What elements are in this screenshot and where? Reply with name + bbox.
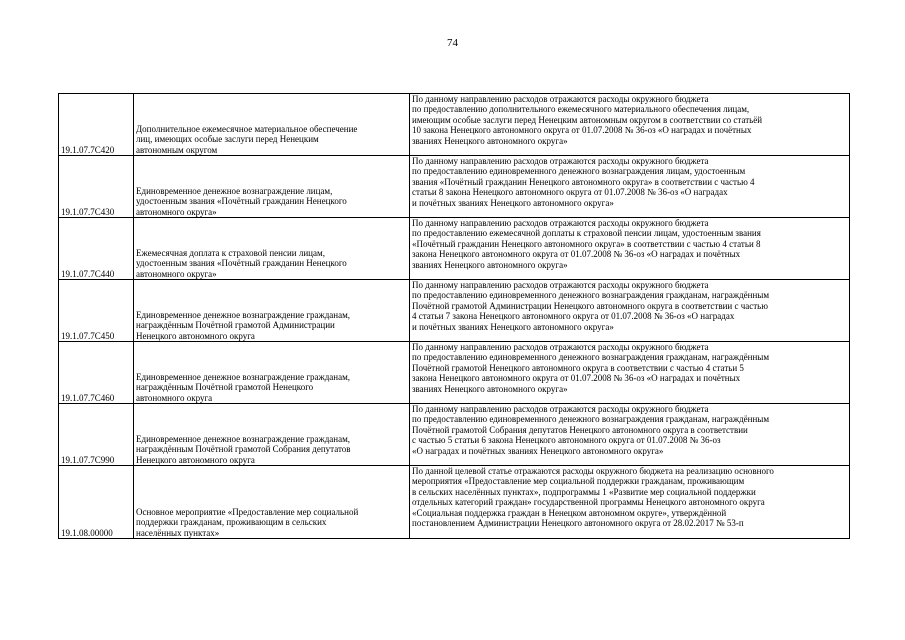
expense-description — [410, 94, 850, 156]
name-line: Ненецкого автономного округа — [136, 330, 255, 341]
description-line: отдельных категорий граждан» государственной программы Ненецкого автономного округа — [412, 497, 765, 508]
name-line: населённых пунктах» — [136, 527, 220, 538]
name-line: Ежемесячная доплата к страховой пенсии лицам, — [136, 247, 325, 258]
budget-classification-table — [58, 93, 850, 539]
table-row — [59, 342, 850, 404]
name-line: Единовременное денежное вознаграждение гражданам, — [136, 433, 351, 444]
name-line: награждённым Почётной грамотой Администрации — [136, 320, 335, 331]
description-line: закона Ненецкого автономного округа от 01.07.2008 № 36-оз «О наградах и почётных — [412, 373, 741, 384]
name-line: автономным округом — [136, 144, 218, 155]
expense-description — [410, 404, 850, 466]
description-line: и почётных званиях Ненецкого автономного округа» — [412, 197, 614, 208]
description-line: званиях Ненецкого автономного округа» — [412, 135, 568, 146]
name-line: автономного округа» — [136, 268, 217, 279]
target-article-name — [134, 404, 410, 466]
target-article-code: 19.1.07.7С460 — [59, 342, 134, 404]
name-line: Основное мероприятие «Предоставление мер социальной — [136, 506, 359, 517]
target-article-name — [134, 218, 410, 280]
target-article-name — [134, 280, 410, 342]
table-row — [59, 156, 850, 218]
description-line: По данной целевой статье отражаются расходы окружного бюджета на реализацию основного — [412, 466, 774, 476]
target-article-name — [134, 156, 410, 218]
description-line: по предоставлению единовременного денежного вознаграждения гражданам, награждённым — [412, 290, 770, 301]
table-row — [59, 280, 850, 342]
description-line: Почётной грамотой Ненецкого автономного округа в соответствии с частью 4 статьи 5 — [412, 362, 744, 373]
target-article-code: 19.1.07.7С990 — [59, 404, 134, 466]
target-article-code: 19.1.07.7С450 — [59, 280, 134, 342]
description-line: званиях Ненецкого автономного округа» — [412, 259, 568, 270]
name-line: лиц, имеющих особые заслуги перед Ненецким — [136, 134, 319, 145]
description-line: «Почётный гражданин Ненецкого автономного округа» в соответствии с частью 4 статьи 8 — [412, 238, 761, 249]
description-line: звания «Почётный гражданин Ненецкого автономного округа» в соответствии с частью 4 — [412, 176, 755, 187]
page-number: 74 — [447, 37, 458, 49]
target-article-code: 19.1.07.7С430 — [59, 156, 134, 218]
description-line: По данному направлению расходов отражаются расходы окружного бюджета — [412, 280, 709, 290]
description-line: статьи 8 закона Ненецкого автономного округа от 01.07.2008 № 36-оз «О наградах — [412, 187, 728, 198]
name-line: удостоенным звания «Почётный гражданин Ненецкого — [136, 258, 347, 269]
description-line: По данному направлению расходов отражаются расходы окружного бюджета — [412, 404, 709, 414]
description-line: По данному направлению расходов отражаются расходы окружного бюджета — [412, 94, 709, 104]
description-line: 10 закона Ненецкого автономного округа от 01.07.2008 № 36-оз «О наградах и почётных — [412, 125, 752, 136]
expense-description — [410, 218, 850, 280]
target-article-code: 19.1.07.7С420 — [59, 94, 134, 156]
description-line: и почётных званиях Ненецкого автономного округа» — [412, 321, 614, 332]
description-line: по предоставлению единовременного денежного вознаграждения лицам, удостоенным — [412, 166, 746, 177]
target-article-name — [134, 94, 410, 156]
name-line: Единовременное денежное вознаграждение гражданам, — [136, 309, 351, 320]
expense-description — [410, 342, 850, 404]
description-line: По данному направлению расходов отражаются расходы окружного бюджета — [412, 342, 709, 352]
name-line: награждённым Почётной грамотой Собрания депутатов — [136, 444, 351, 455]
name-line: Единовременное денежное вознаграждение лицам, — [136, 185, 333, 196]
name-line: автономного округа — [136, 392, 213, 403]
expense-description — [410, 466, 850, 539]
table-row — [59, 94, 850, 156]
target-article-code: 19.1.07.7С440 — [59, 218, 134, 280]
description-line: «О наградах и почётных званиях Ненецкого автономного округа» — [412, 445, 664, 456]
name-line: автономного округа» — [136, 206, 217, 217]
expense-description — [410, 280, 850, 342]
description-line: закона Ненецкого автономного округа от 01.07.2008 № 36-оз «О наградах и почётных — [412, 249, 741, 260]
target-article-name — [134, 342, 410, 404]
description-line: по предоставлению ежемесячной доплаты к страховой пенсии лицам, удостоенным звания — [412, 228, 761, 239]
expense-description — [410, 156, 850, 218]
description-line: «Социальная поддержка граждан в Ненецком автономном округе», утверждённой — [412, 507, 727, 518]
name-line: Ненецкого автономного округа — [136, 454, 255, 465]
name-line: награждённым Почётной грамотой Ненецкого — [136, 382, 314, 393]
description-line: в сельских населённых пунктах», подпрограммы 1 «Развитие мер социальной поддержки — [412, 486, 756, 497]
table-row — [59, 466, 850, 539]
target-article-name — [134, 466, 410, 539]
table-row — [59, 404, 850, 466]
description-line: имеющим особые заслуги перед Ненецким автономным округом в соответствии со статьёй — [412, 114, 763, 125]
description-line: по предоставлению единовременного денежного вознаграждения гражданам, награждённым — [412, 352, 770, 363]
description-line: Почётной грамотой Администрации Ненецкого автономного округа в соответствии с частью — [412, 300, 768, 311]
description-line: Почётной грамотой Собрания депутатов Ненецкого автономного округа в соответствии — [412, 424, 748, 435]
description-line: по предоставлению дополнительного ежемесячного материального обеспечения лицам, — [412, 104, 750, 115]
name-line: поддержки гражданам, проживающим в сельских — [136, 517, 327, 528]
name-line: Дополнительное ежемесячное материальное обеспечение — [136, 123, 358, 134]
description-line: 4 статьи 7 закона Ненецкого автономного округа от 01.07.2008 № 36-оз «О наградах — [412, 311, 735, 322]
name-line: удостоенным звания «Почётный гражданин Ненецкого — [136, 196, 347, 207]
description-line: званиях Ненецкого автономного округа» — [412, 383, 568, 394]
description-line: мероприятия «Предоставление мер социальной поддержки гражданам, проживающим — [412, 476, 745, 487]
description-line: с частью 5 статьи 6 закона Ненецкого автономного округа от 01.07.2008 № 36-оз — [412, 435, 721, 446]
description-line: По данному направлению расходов отражаются расходы окружного бюджета — [412, 218, 709, 228]
description-line: по предоставлению единовременного денежного вознаграждения гражданам, награждённым — [412, 414, 770, 425]
name-line: Единовременное денежное вознаграждение гражданам, — [136, 371, 351, 382]
target-article-code: 19.1.08.00000 — [59, 466, 134, 539]
description-line: По данному направлению расходов отражаются расходы окружного бюджета — [412, 156, 709, 166]
description-line: постановлением Администрации Ненецкого автономного округа от 28.02.2017 № 53-п — [412, 518, 744, 529]
table-row — [59, 218, 850, 280]
